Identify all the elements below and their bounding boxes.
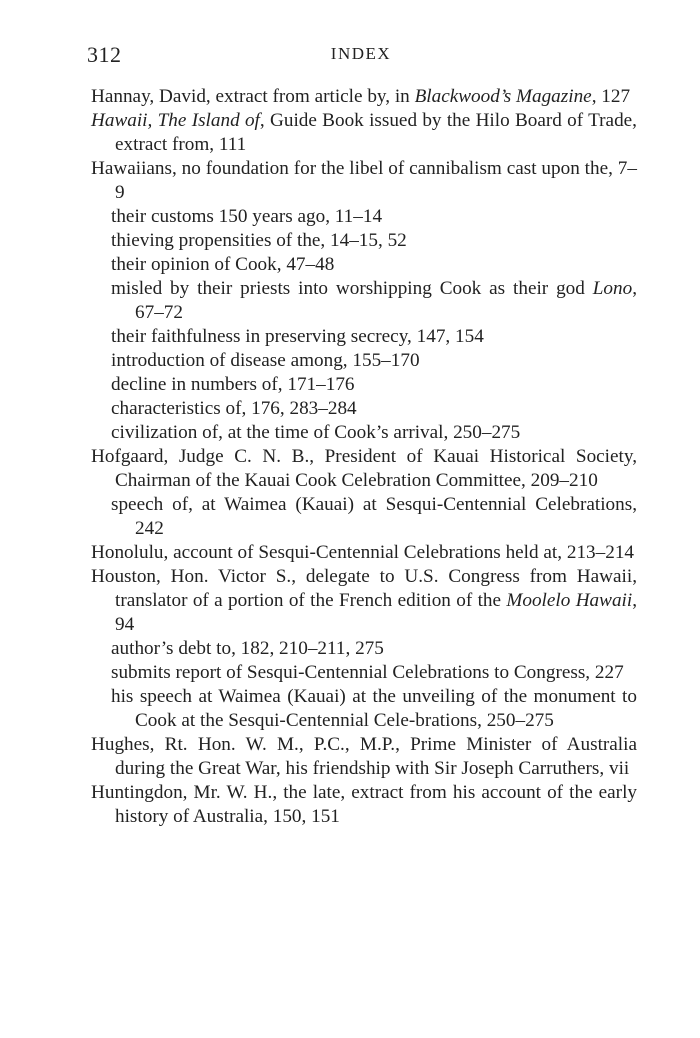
running-head: INDEX xyxy=(330,44,392,63)
entry-text: Hughes, Rt. Hon. W. M., P.C., M.P., Prime Minister of Australia during the Great War, his friendship with Sir Joseph Carruthers, vii xyxy=(91,734,637,779)
index-subentry xyxy=(91,253,637,277)
index-subentry xyxy=(91,349,637,373)
entry-text: Hawaiians, no foundation for the libel of cannibalism cast upon the, 7–9 xyxy=(91,158,637,203)
index-subentry xyxy=(91,325,637,349)
entry-italic-text: Lono xyxy=(592,278,633,299)
entry-text: , 127 xyxy=(591,86,631,107)
entry-text: civilization of, at the time of Cook’s arrival, 250–275 xyxy=(111,422,521,443)
index-subentry xyxy=(91,397,637,421)
entry-text: speech of, at Waimea (Kauai) at Sesqui-Centennial Celebrations, 242 xyxy=(111,494,637,539)
index-entry xyxy=(91,85,637,109)
entry-text: their opinion of Cook, 47–48 xyxy=(111,254,335,275)
index-entry xyxy=(91,157,637,205)
entry-italic-text: Hawaii, The Island of xyxy=(91,110,260,131)
index-subentry xyxy=(91,229,637,253)
entry-text: , 94 xyxy=(115,590,637,635)
entry-text: decline in numbers of, 171–176 xyxy=(111,374,355,395)
index-subentry xyxy=(91,493,637,541)
index-entry xyxy=(91,445,637,493)
entry-text: author’s debt to, 182, 210–211, 275 xyxy=(111,638,384,659)
index-subentry xyxy=(91,277,637,325)
index-subentry xyxy=(91,661,637,685)
entry-text: submits report of Sesqui-Centennial Celebrations to Congress, 227 xyxy=(111,662,624,683)
entry-text: , Guide Book issued by the Hilo Board of Trade, extract from, 111 xyxy=(115,110,637,155)
index-entry xyxy=(91,781,637,829)
entry-text: Hofgaard, Judge C. N. B., President of Kauai Historical Society, Chairman of the Kauai Cook Celebration Committee, 209–210 xyxy=(91,446,637,491)
index-entry xyxy=(91,565,637,637)
index-subentry xyxy=(91,205,637,229)
entry-italic-text: Moolelo Hawaii xyxy=(506,590,633,611)
entry-text: Honolulu, account of Sesqui-Centennial Celebrations held at, 213–214 xyxy=(91,542,635,563)
page-header xyxy=(87,42,635,72)
index-subentry xyxy=(91,637,637,661)
entry-italic-text: Blackwood’s Magazine xyxy=(414,86,592,107)
entry-text: introduction of disease among, 155–170 xyxy=(111,350,420,371)
entry-text: Huntingdon, Mr. W. H., the late, extract from his account of the early history of Australia, 150, 151 xyxy=(91,782,637,827)
entry-text: misled by their priests into worshipping Cook as their god xyxy=(111,278,593,299)
entry-text: their customs 150 years ago, 11–14 xyxy=(111,206,383,227)
index-entry xyxy=(91,109,637,157)
entry-text: Hannay, David, extract from article by, in xyxy=(91,86,415,107)
entry-text: Houston, Hon. Victor S., delegate to U.S. Congress from Hawaii, translator of a portion of the French edition of the xyxy=(91,566,637,611)
index-entry xyxy=(91,541,637,565)
entry-text: their faithfulness in preserving secrecy, 147, 154 xyxy=(111,326,484,347)
entry-text: thieving propensities of the, 14–15, 52 xyxy=(111,230,407,251)
index-subentry xyxy=(91,421,637,445)
page-number: 312 xyxy=(87,42,122,67)
entry-text: , 67–72 xyxy=(135,278,637,323)
index-subentry xyxy=(91,685,637,733)
index-entry xyxy=(91,733,637,781)
entry-text: characteristics of, 176, 283–284 xyxy=(111,398,357,419)
index-entries xyxy=(91,85,637,829)
entry-text: his speech at Waimea (Kauai) at the unveiling of the monument to Cook at the Sesqui-Centennial Cele-brations, 250–275 xyxy=(111,686,637,731)
index-subentry xyxy=(91,373,637,397)
